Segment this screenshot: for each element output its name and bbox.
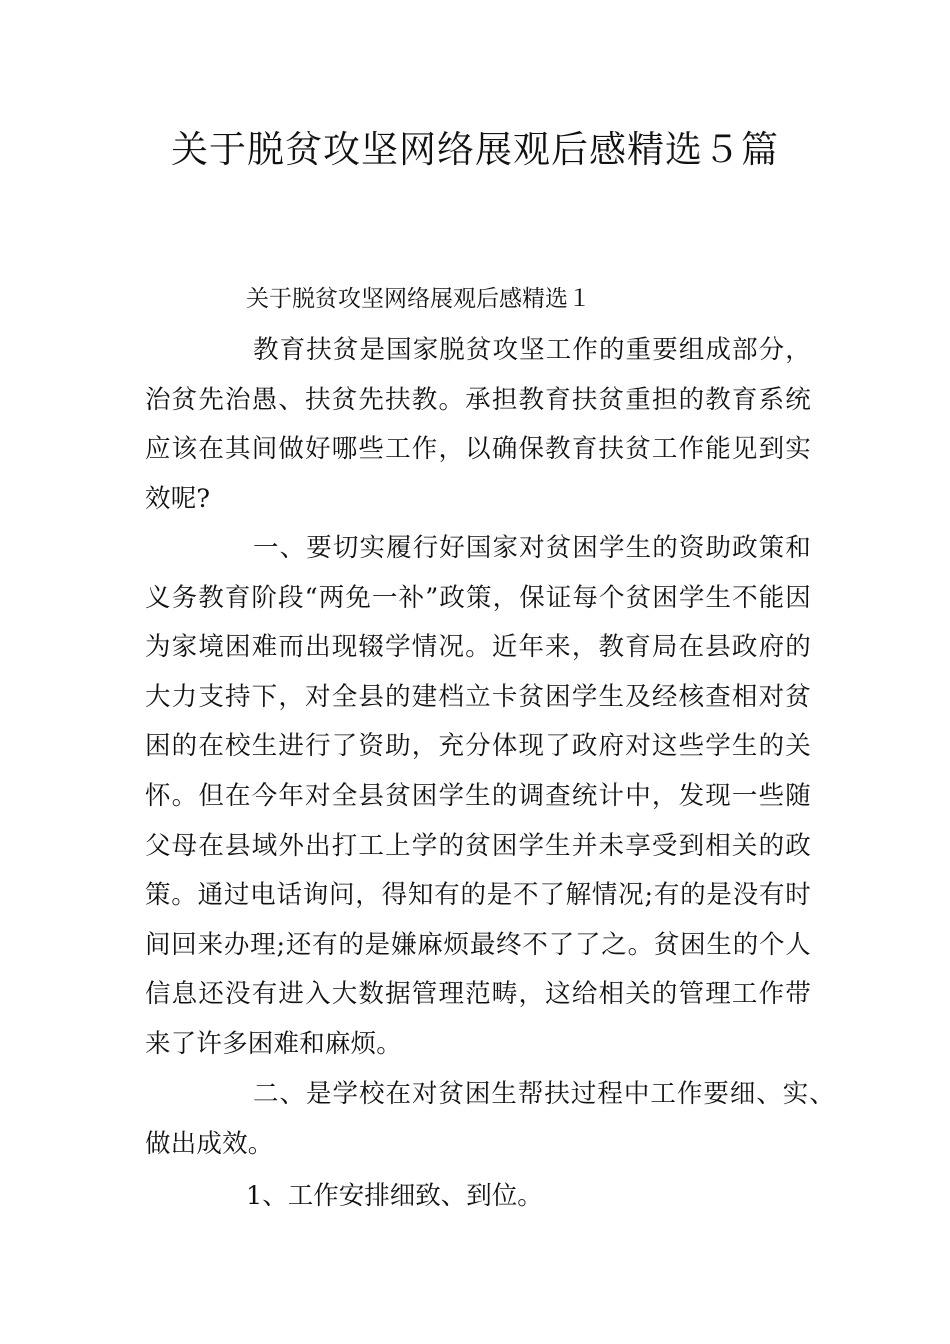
document-title: 关于脱贫攻坚网络展观后感精选５篇 xyxy=(171,128,779,171)
section-heading: 关于脱贫攻坚网络展观后感精选１ xyxy=(246,286,591,312)
paragraph-intro: 教育扶贫是国家脱贫攻坚工作的重要组成部分，治贫先治愚、扶贫先扶教。承担教育扶贫重担的教育系统应该在其间做好哪些工作，以确保教育扶贫工作能见到实效呢? xyxy=(145,335,811,514)
paragraph-point-two: 二、是学校在对贫困生帮扶过程中工作要细、实、做出成效。 xyxy=(145,1079,835,1159)
paragraph-point-one: 一、要切实履行好国家对贫困学生的资助政策和义务教育阶段“两免一补”政策，保证每个贫困学生不能因为家境困难而出现辍学情况。近年来，教育局在县政府的大力支持下，对全县的建档立卡贫困学生及经核查相对贫困的在校生进行了资助，充分体现了政府对这些学生的关怀。但在今年对全县贫困学生的调查统计中，发现一些随父母在县域外出打工上学的贫困学生并未享受到相关的政策。通过电话询问，得知有的是不了解情况;有的是没有时间回来办理;还有的是嫌麻烦最终不了了之。贫困生的个人信息还没有进入大数据管理范畴，这给相关的管理工作带来了许多困难和麻烦。 xyxy=(145,533,811,1059)
list-item: 1、工作安排细致、到位。 xyxy=(246,1181,543,1211)
